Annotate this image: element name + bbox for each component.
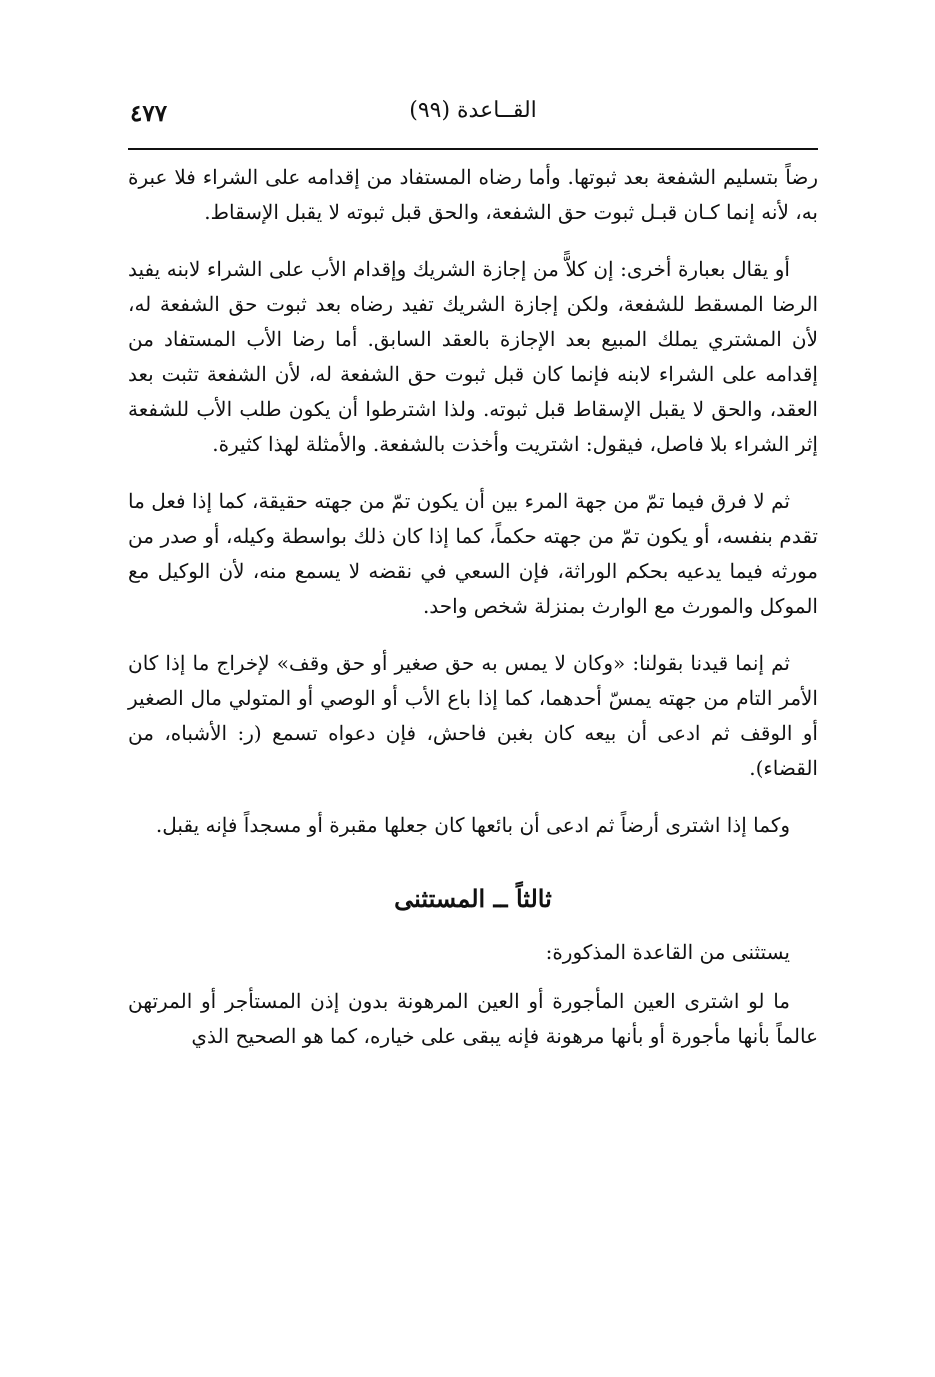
paragraph-2: أو يقال بعبارة أخرى: إن كلاًّ من إجازة الشريك وإقدام الأب على الشراء لابنه يفيد الرضا المسقط للشفعة، ولكن إجازة الشريك تفيد رضاه بعد ثبوت حق الشفعة له، لأن المشتري يملك المبيع بعد الإجازة بالعقد السابق. أما رضا الأب المستفاد من إقدامه على الشراء لابنه فإنما كان قبل ثبوت حق الشفعة له، لأن الشفعة تثبت بعد العقد، والحق لا يقبل الإسقاط قبل ثبوته. ولذا اشترطوا أن يكون طلب الأب للشفعة إثر الشراء بلا فاصل، فيقول: اشتريت وأخذت بالشفعة. والأمثلة لهذا كثيرة. (128, 257, 818, 456)
section-text: ما لو اشترى العين المأجورة أو العين المرهونة بدون إذن المستأجر أو المرتهن عالماً بأنها مأجورة أو بأنها مرهونة فإنه يبقى على خياره، كما هو الصحيح الذي (128, 989, 818, 1048)
page-number: ٤٧٧ (130, 100, 168, 127)
section-heading: ثالثاً ــ المستثنى (394, 884, 552, 913)
main-text (128, 160, 818, 1076)
paragraph-3: ثم لا فرق فيما تمّ من جهة المرء بين أن يكون تمّ من جهته حقيقة، كما إذا فعل ما تقدم بنفسه، أو يكون تمّ من جهته حكماً، كما إذا كان ذلك بواسطة وكيله، أو صدر من مورثه فيما يدعيه بحكم الوراثة، فإن السعي في نقضه لا يسمع منه، لأن الوكيل مع الموكل والمورث مع الوارث بمنزلة شخص واحد. (128, 489, 818, 618)
paragraph-1: رضاً بتسليم الشفعة بعد ثبوتها. وأما رضاه المستفاد من إقدامه على الشراء فلا عبرة به، لأنه إنما كـان قبـل ثبوت حق الشفعة، والحق قبل ثبوته لا يقبل الإسقاط. (128, 165, 818, 224)
header-rule (128, 148, 818, 150)
paragraph-4: ثم إنما قيدنا بقولنا: «وكان لا يمس به حق صغير أو حق وقف» لإخراج ما إذا كان الأمر التام من جهته يمسّ أحدهما، كما إذا باع الأب أو الوصي أو المتولي مال الصغير أو الوقف ثم ادعى أن بيعه كان بغبن فاحش، فإن دعواه تسمع (ر: الأشباه، من القضاء). (128, 651, 818, 780)
page-header (128, 94, 818, 144)
running-title: القــاعدة (٩٩) (409, 98, 537, 123)
paragraph-5: وكما إذا اشترى أرضاً ثم ادعى أن بائعها كان جعلها مقبرة أو مسجداً فإنه يقبل. (155, 813, 790, 837)
section-intro: يستثنى من القاعدة المذكورة: (545, 940, 790, 964)
